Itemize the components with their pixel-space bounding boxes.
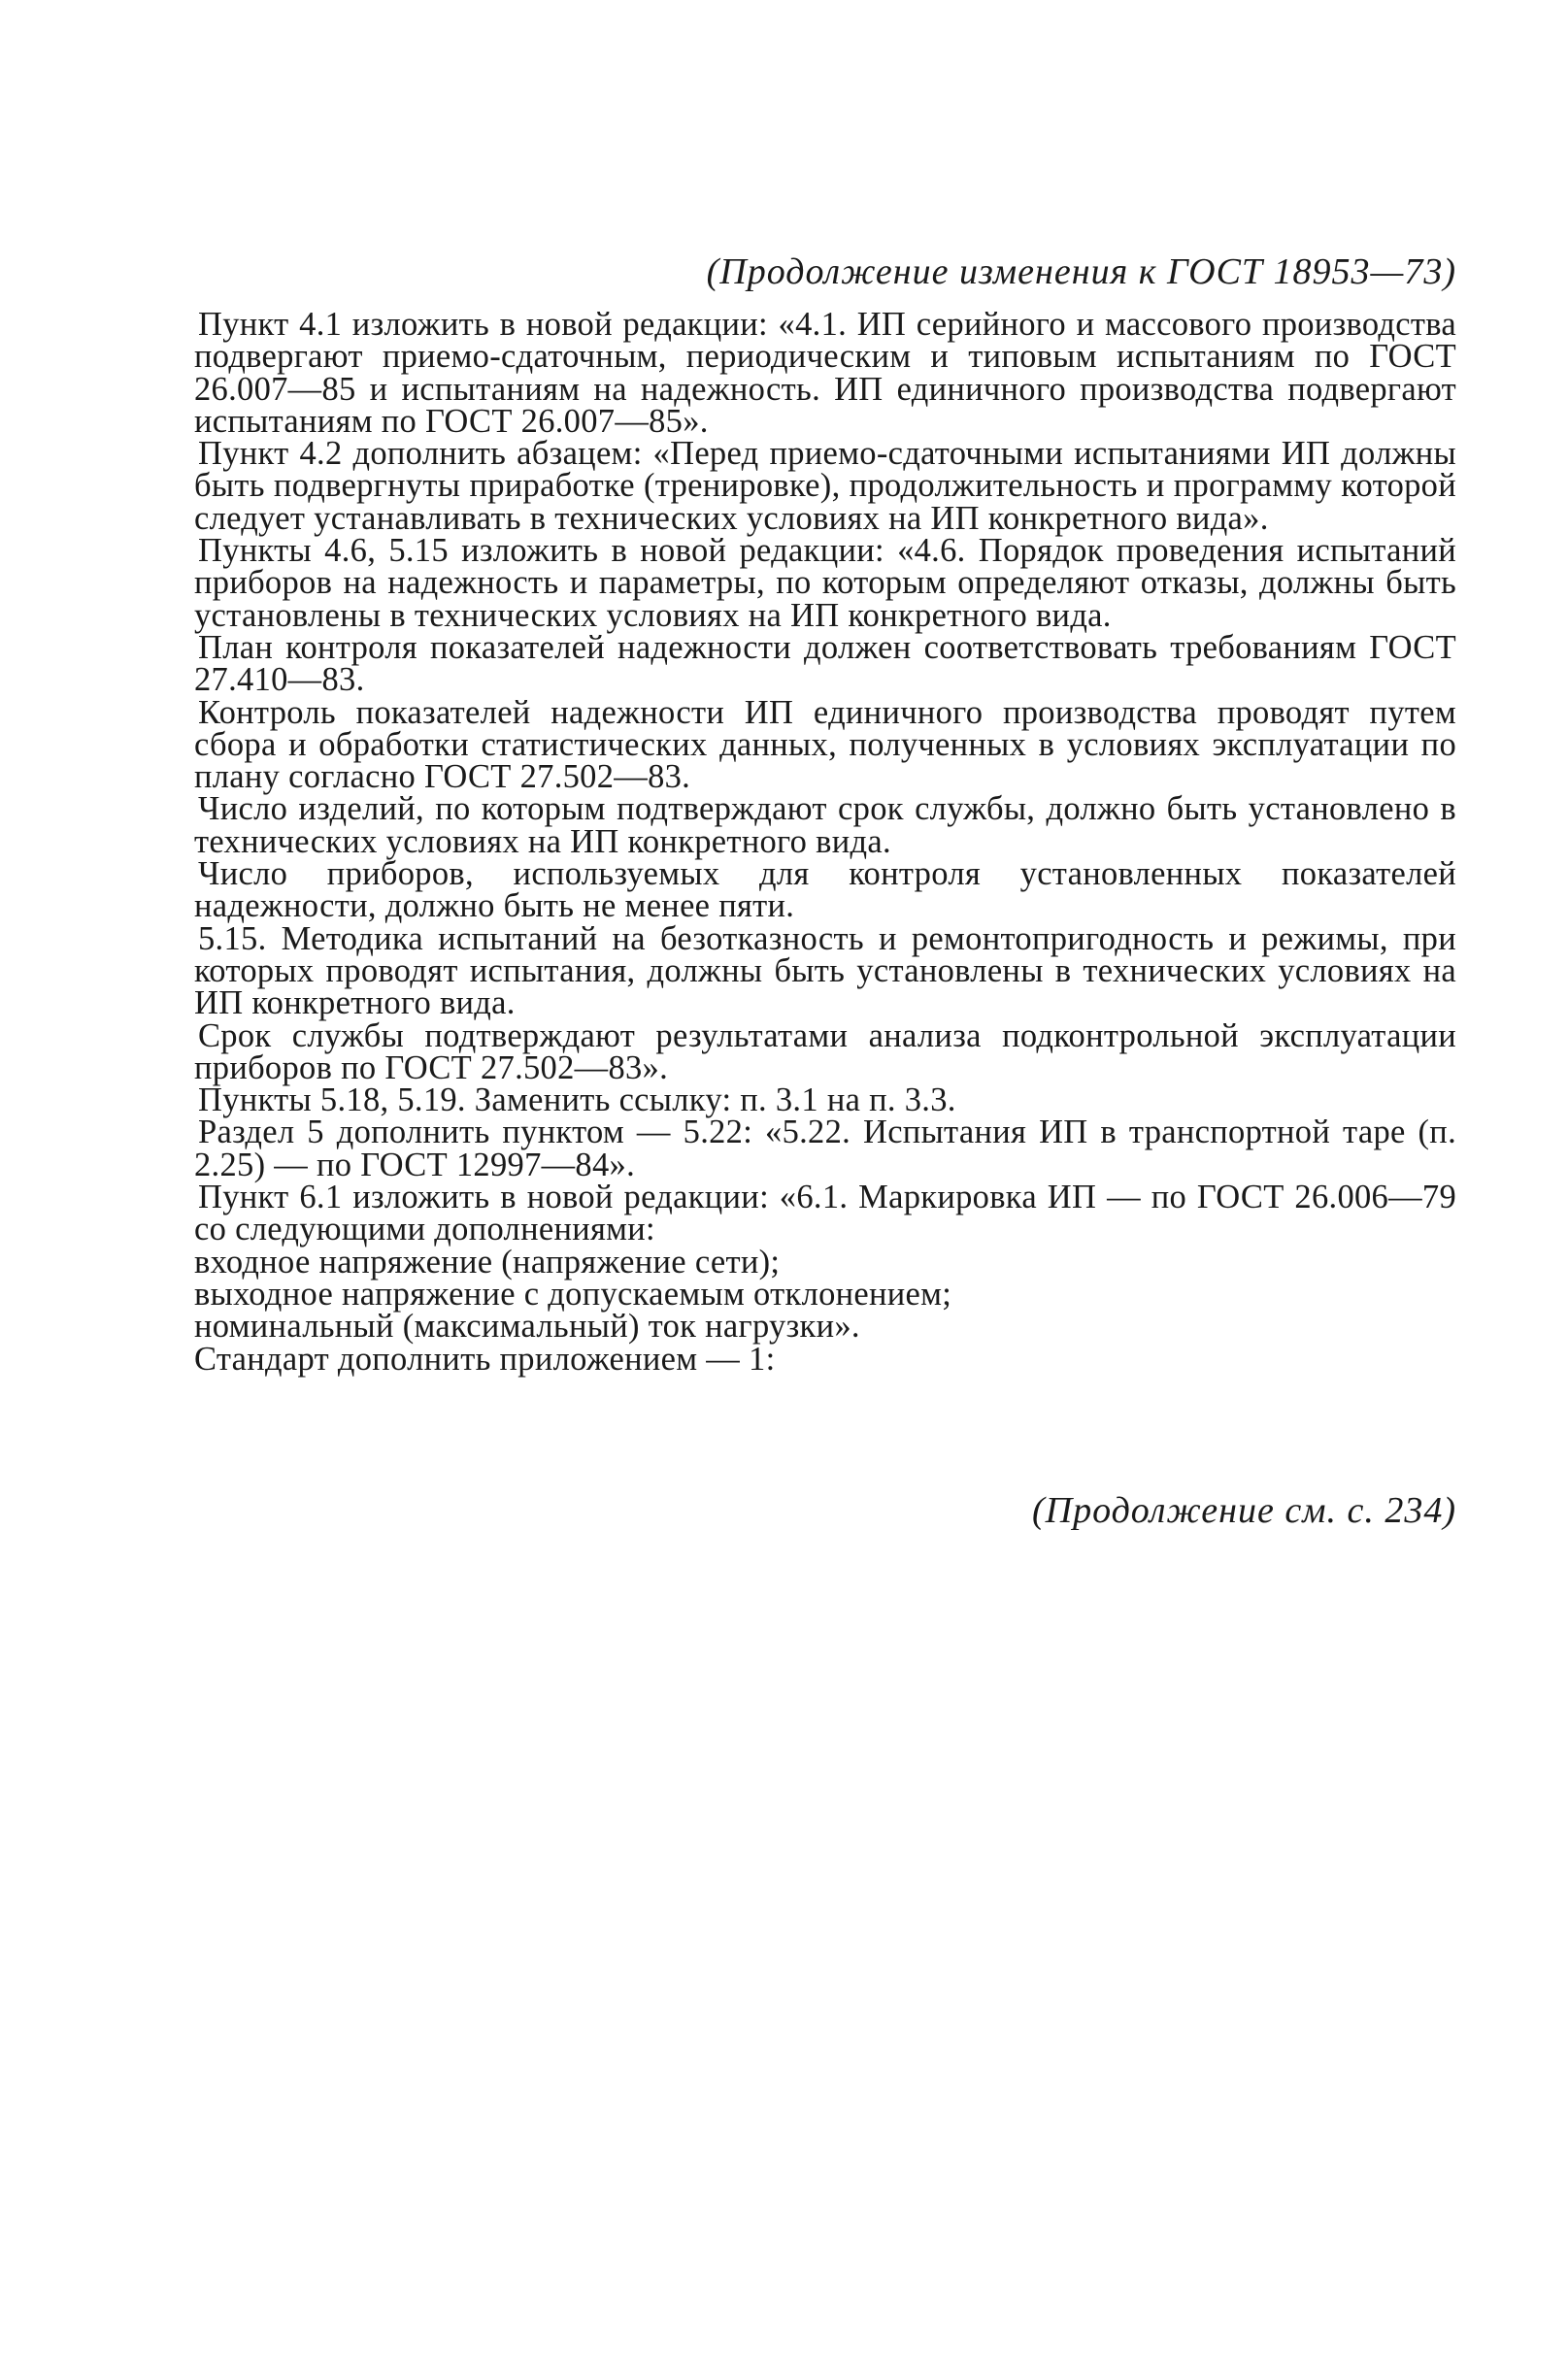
- paragraph-5-18: Пункты 5.18, 5.19. Заменить ссылку: п. 3.1 на п. 3.3.: [198, 1081, 956, 1119]
- paragraph-devices-count: Число приборов, используемых для контроля установленных показателей надежности, должно быть не менее пяти.: [194, 855, 1456, 925]
- paragraph-4-6: Пункты 4.6, 5.15 изложить в новой редакции: «4.6. Порядок проведения испытаний приборов на надежность и параметры, по которым определяют отказы, должны быть установлены в технических условиях на ИП конкретного вида.: [194, 532, 1456, 634]
- paragraph-4-2: Пункт 4.2 дополнить абзацем: «Перед приемо-сдаточными испытаниями ИП должны быть подвергнуты приработке (тренировке), продолжительность и программу которой следует устанавливать в технических условиях на ИП конкретного вида».: [194, 435, 1456, 537]
- list-item: выходное напряжение с допускаемым отклонением;: [194, 1275, 952, 1313]
- paragraph-control-plan: План контроля показателей надежности должен соответствовать требованиям ГОСТ 27.410—83.: [194, 628, 1456, 699]
- list-item: номинальный (максимальный) ток нагрузки».: [194, 1308, 860, 1346]
- paragraph-6-1: Пункт 6.1 изложить в новой редакции: «6.1. Маркировка ИП — по ГОСТ 26.006—79 со следующими дополнениями:: [194, 1179, 1456, 1248]
- list-item: входное напряжение (напряжение сети);: [194, 1243, 781, 1280]
- paragraph-service-life: Срок службы подтверждают результатами анализа подконтрольной эксплуатации приборов по ГОСТ 27.502—83».: [194, 1016, 1456, 1086]
- paragraph-5-15: 5.15. Методика испытаний на безотказность и ремонтопригодность и режимы, при которых проводят испытания, должны быть установлены в технических условиях на ИП конкретного вида.: [194, 919, 1456, 1022]
- paragraph-items-count: Число изделий, по которым подтверждают срок службы, должно быть установлено в технических условиях на ИП конкретного вида.: [194, 790, 1456, 860]
- continuation-header: (Продолжение изменения к ГОСТ 18953—73): [706, 251, 1456, 292]
- document-page: [194, 0, 1456, 2361]
- paragraph-appendix: Стандарт дополнить приложением — 1:: [194, 1340, 776, 1378]
- continuation-footer: (Продолжение см. с. 234): [1031, 1490, 1456, 1531]
- paragraph-reliability-control: Контроль показателей надежности ИП единичного производства проводят путем сбора и обработки статистических данных, полученных в условиях эксплуатации по плану согласно ГОСТ 27.502—83.: [194, 693, 1456, 796]
- document-body: [194, 306, 1456, 1378]
- paragraph-4-1: Пункт 4.1 изложить в новой редакции: «4.1. ИП серийного и массового производства подвергают приемо-сдаточным, периодическим и типовым испытаниям по ГОСТ 26.007—85 и испытаниям на надежность. ИП единичного производства подвергают испытаниям по ГОСТ 26.007—85».: [194, 306, 1456, 440]
- paragraph-section-5: Раздел 5 дополнить пунктом — 5.22: «5.22. Испытания ИП в транспортной таре (п. 2.25) — по ГОСТ 12997—84».: [194, 1114, 1456, 1183]
